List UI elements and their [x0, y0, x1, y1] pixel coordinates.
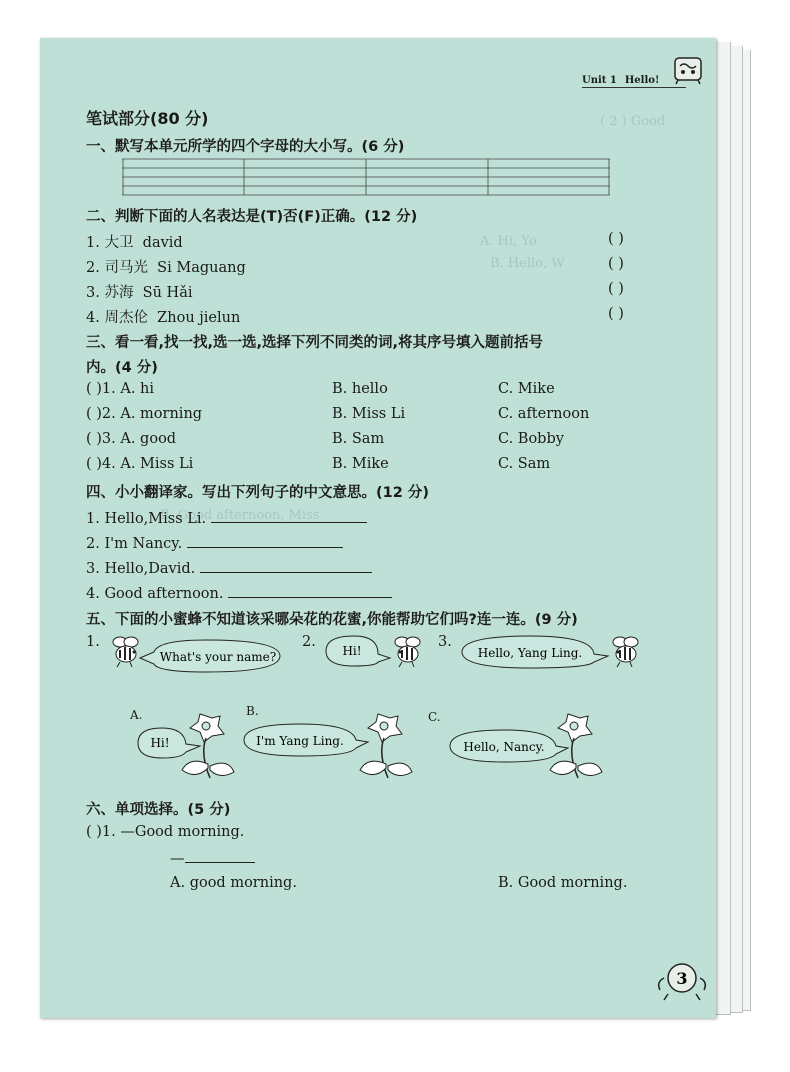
- s6-question[interactable]: ( )1. —Good morning.: [86, 824, 245, 840]
- s3-option-c: C. afternoon: [498, 406, 590, 422]
- answer-line[interactable]: [211, 508, 367, 523]
- bee-speech-bubble[interactable]: [458, 632, 610, 672]
- answer-line[interactable]: [185, 848, 255, 863]
- bee-number: 3.: [438, 634, 452, 650]
- s4-item: 4. Good afternoon.: [86, 583, 392, 602]
- s3-option-b: B. hello: [332, 381, 388, 397]
- bee-speech-bubble[interactable]: [136, 636, 286, 676]
- bee-number: 1.: [86, 634, 100, 650]
- section-3-heading: 三、看一看,找一找,选一选,选择下列不同类的词,将其序号填入题前括号: [86, 335, 544, 351]
- flower-icon[interactable]: [548, 710, 604, 784]
- section-3-heading-cont: 内。(4 分): [86, 360, 158, 376]
- s4-item: 2. I'm Nancy.: [86, 533, 343, 552]
- bubble-text: Hello, Nancy.: [463, 740, 545, 754]
- bee-speech-bubble[interactable]: [322, 632, 394, 670]
- page-title: 笔试部分(80 分): [86, 109, 209, 128]
- page-number: 3: [676, 969, 688, 988]
- flower-letter: C.: [428, 710, 441, 724]
- bubble-text: Hi!: [150, 736, 170, 750]
- answer-bracket[interactable]: ( ): [608, 231, 624, 247]
- bee-number: 2.: [302, 634, 316, 650]
- flower-icon[interactable]: [358, 710, 414, 784]
- header-title: Hello!: [624, 75, 660, 86]
- s3-option-b: B. Miss Li: [332, 406, 406, 422]
- bubble-text: What's your name?: [159, 650, 277, 664]
- s3-option-c: C. Bobby: [498, 431, 564, 447]
- bubble-text: Hello, Yang Ling.: [477, 646, 583, 660]
- bleed-through: A. Hi, Yo: [480, 234, 537, 249]
- s2-item: 4. 周杰伦 Zhou jielun: [86, 310, 241, 326]
- section-1-heading: 一、默写本单元所学的四个字母的大小写。(6 分): [86, 139, 405, 155]
- s3-option-b: B. Sam: [332, 431, 385, 447]
- s4-item: 1. Hello,Miss Li.: [86, 508, 367, 527]
- flower-icon[interactable]: [180, 710, 236, 784]
- s6-option-b: B. Good morning.: [498, 875, 628, 891]
- s4-item: 3. Hello,David.: [86, 558, 372, 577]
- flower-letter: B.: [246, 704, 259, 718]
- s6-reply-line[interactable]: —: [170, 848, 255, 867]
- bleed-through: B. Good afternoon, Miss: [160, 508, 320, 523]
- bee-icon[interactable]: [608, 634, 644, 668]
- header-cartoon-icon: [672, 54, 704, 86]
- s2-item: 2. 司马光 Si Maguang: [86, 260, 246, 276]
- answer-line[interactable]: [228, 583, 392, 598]
- bleed-through: ( 2 ) Good: [600, 114, 666, 129]
- s3-option-c: C. Mike: [498, 381, 555, 397]
- bee-icon[interactable]: [390, 634, 426, 668]
- s3-option-c: C. Sam: [498, 456, 551, 472]
- s6-option-a: A. good morning.: [170, 875, 297, 891]
- answer-bracket[interactable]: ( ): [608, 256, 624, 272]
- section-6-heading: 六、单项选择。(5 分): [86, 802, 231, 818]
- bubble-text: I'm Yang Ling.: [256, 734, 344, 748]
- bleed-through: B. Hello, W: [490, 256, 565, 271]
- s2-item: 3. 苏海 Sū Hǎi: [86, 285, 193, 301]
- flower-speech-bubble[interactable]: [240, 720, 370, 760]
- answer-bracket[interactable]: ( ): [608, 306, 624, 322]
- section-4-heading: 四、小小翻译家。写出下列句子的中文意思。(12 分): [86, 485, 429, 501]
- page-number-badge: [654, 956, 710, 1002]
- answer-line[interactable]: [200, 558, 372, 573]
- s3-question[interactable]: ( )1. A. hi: [86, 381, 155, 397]
- flower-letter: A.: [130, 708, 143, 722]
- header-unit: Unit 1: [582, 75, 617, 86]
- s3-question[interactable]: ( )2. A. morning: [86, 406, 203, 422]
- s3-question[interactable]: ( )3. A. good: [86, 431, 177, 447]
- s3-option-b: B. Mike: [332, 456, 389, 472]
- section-5-heading: 五、下面的小蜜蜂不知道该采哪朵花的花蜜,你能帮助它们吗?连一连。(9 分): [86, 612, 578, 628]
- s3-question[interactable]: ( )4. A. Miss Li: [86, 456, 194, 472]
- letter-writing-grid[interactable]: [122, 158, 610, 196]
- answer-line[interactable]: [187, 533, 343, 548]
- s2-item: 1. 大卫 david: [86, 235, 183, 251]
- running-header: [582, 68, 686, 88]
- answer-bracket[interactable]: ( ): [608, 281, 624, 297]
- bubble-text: Hi!: [342, 644, 362, 658]
- section-2-heading: 二、判断下面的人名表达是(T)否(F)正确。(12 分): [86, 209, 418, 225]
- worksheet-page: [40, 38, 716, 1018]
